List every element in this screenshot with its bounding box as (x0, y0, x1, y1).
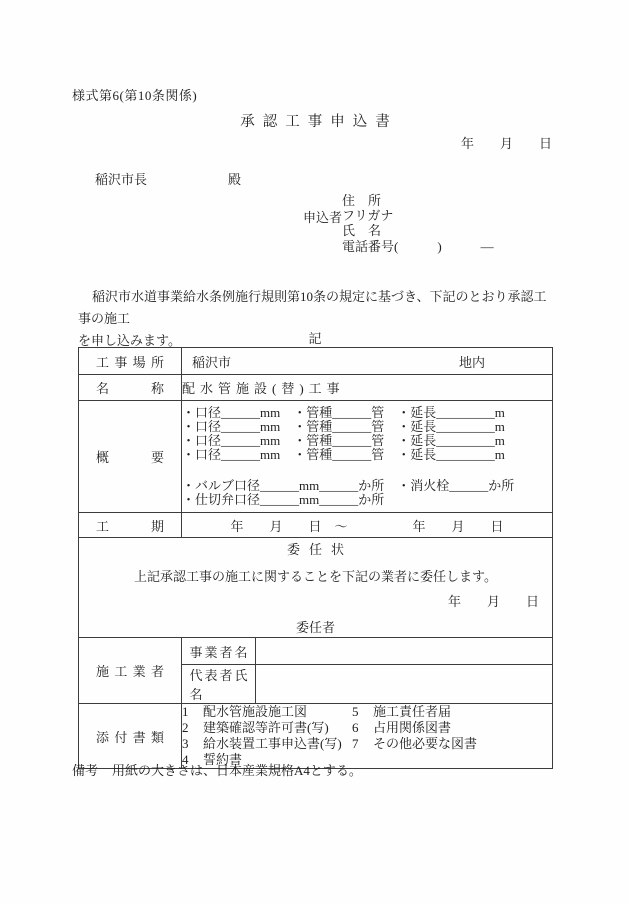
furigana-field-label: フリガナ (342, 208, 394, 223)
valve-spec-line: ・バルブ口径______mm______か所 ・消火栓______か所 (182, 478, 515, 493)
delegation-signer-label: 委任者 (295, 620, 335, 635)
attachments-content (182, 704, 553, 769)
attachment-item (352, 736, 477, 752)
summary-label-cell (79, 401, 182, 513)
attachment-item (352, 704, 477, 720)
period-label: 工期 (96, 518, 164, 534)
delegation-section (79, 538, 553, 638)
table-row-name (79, 375, 553, 401)
addressee-line (95, 169, 241, 188)
page-title: 承認工事申込書 (240, 114, 398, 130)
attachment-number: 7 (352, 736, 359, 751)
applicant-fields (342, 194, 494, 254)
attachment-number: 4 (182, 752, 189, 767)
site-value-cell (182, 348, 553, 375)
remarks-line (72, 760, 362, 779)
ki-heading: 記 (305, 328, 324, 348)
statement-line-1: 稲沢市水道事業給水条例施行規則第10条の規定に基づき、下記のとおり承認工事の施工 (78, 289, 547, 326)
name-field-label: 氏 名 (342, 223, 382, 238)
representative-value-cell (256, 665, 553, 704)
attachments-label-cell (79, 704, 182, 769)
site-label: 工事場所 (96, 354, 164, 370)
address-field-label: 住 所 (342, 193, 382, 208)
representative-label-cell (182, 665, 256, 704)
attachments-column-left (182, 704, 352, 768)
attachment-text: 誓約書 (203, 752, 243, 767)
business-name-label-cell (182, 638, 256, 665)
pipe-spec-line: ・口径______mm ・管種______管 ・延長_________m (182, 405, 505, 420)
form-reference: 様式第6(第10条関係) (72, 88, 198, 103)
ki-heading-wrap (0, 328, 630, 348)
work-name-value: 配水管施設(替)工事 (182, 375, 553, 401)
statement-line-2: を申し込みます。 (78, 333, 181, 348)
addressee-honorific: 殿 (228, 172, 242, 187)
attachment-text: 占用関係図書 (373, 720, 452, 735)
attachment-number: 1 (182, 704, 189, 719)
addressee-name: 稲沢市長 (95, 172, 148, 187)
summary-content (182, 401, 553, 513)
pipe-spec-line: ・口径______mm ・管種______管 ・延長_________m (182, 419, 505, 434)
business-name-label: 事業者名 (189, 644, 248, 660)
attachment-number: 6 (352, 720, 359, 735)
applicant-label: 申込者 (303, 210, 343, 225)
date-line: 年 月 日 (460, 136, 552, 151)
site-label-cell (79, 348, 182, 375)
table-row-delegation (79, 538, 553, 638)
attachment-number: 3 (182, 736, 189, 751)
remarks-text: 用紙の大きさは、日本産業規格A4とする。 (112, 763, 362, 778)
table-row-period (79, 513, 553, 538)
attachment-item (182, 704, 352, 720)
table-row-summary (79, 401, 553, 513)
attachment-text: 給水装置工事申込書(写) (203, 736, 342, 751)
table-row-contractor-business (79, 638, 553, 665)
pipe-spec-line: ・口径______mm ・管種______管 ・延長_________m (182, 433, 505, 448)
name-label-cell (79, 375, 182, 401)
table-row-attachments (79, 704, 553, 769)
application-form-table (78, 347, 553, 769)
delegation-statement: 上記承認工事の施工に関することを下記の業者に委任します。 (134, 569, 497, 584)
attachments-label: 添付書類 (96, 729, 164, 745)
attachment-text: 建築確認等許可書(写) (203, 720, 329, 735)
pipe-spec-line: ・口径______mm ・管種______管 ・延長_________m (182, 447, 505, 462)
table-row-site (79, 348, 553, 375)
summary-label: 概要 (96, 450, 164, 465)
remarks-label: 備考 (72, 763, 99, 778)
phone-field-label: 電話番号( ) — (342, 239, 494, 254)
attachment-item (182, 720, 352, 736)
attachment-item (352, 720, 477, 736)
period-label-cell (79, 513, 182, 538)
representative-label: 代表者氏名 (189, 668, 248, 702)
name-label: 名称 (96, 381, 164, 396)
attachment-text: 施工責任者届 (373, 704, 452, 719)
delegation-title: 委任状 (286, 542, 353, 557)
business-name-value-cell (256, 638, 553, 665)
attachment-item (182, 736, 352, 752)
attachment-number: 2 (182, 720, 189, 735)
attachments-column-right (352, 704, 477, 768)
period-value: 年 月 日 ～ 年 月 日 (182, 513, 553, 538)
attachment-text: その他必要な図書 (373, 736, 478, 751)
site-city: 稲沢市 (192, 354, 232, 370)
applicant-block (303, 194, 494, 255)
site-suffix: 地内 (458, 354, 485, 370)
contractor-label-cell (79, 638, 182, 704)
gate-valve-spec-line: ・仕切弁口径______mm______か所 (182, 492, 385, 507)
attachment-number: 5 (352, 704, 359, 719)
delegation-date-line: 年 月 日 (447, 594, 539, 609)
attachment-text: 配水管施設施工図 (203, 704, 308, 719)
contractor-label: 施工業者 (96, 664, 164, 679)
